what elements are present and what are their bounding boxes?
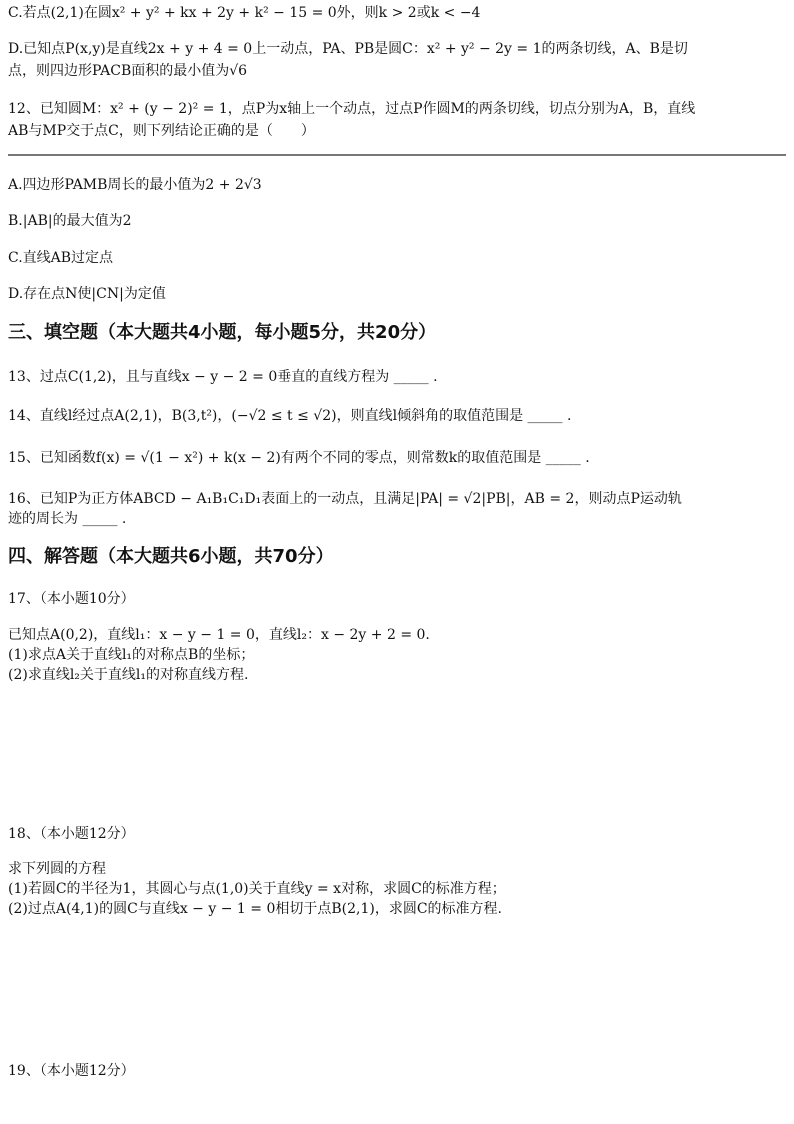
q15: 15、已知函数f(x) = √(1 − x²) + k(x − 2)有两个不同的零点，则常数k的取值范围是 _____ . [8,450,590,466]
q12-option-b: B.|AB|的最大值为2 [8,213,132,229]
q17-line1: 已知点A(0,2)，直线l₁：x − y − 1 = 0，直线l₂：x − 2y + 2 = 0. [8,627,430,643]
q14: 14、直线l经过点A(2,1)，B(3,t²)，(−√2 ≤ t ≤ √2)，则直线l倾斜角的取值范围是 _____ . [8,408,572,424]
q13: 13、过点C(1,2)，且与直线x − y − 2 = 0垂直的直线方程为 _____ . [8,369,438,385]
q12-option-d: D.存在点N使|CN|为定值 [8,286,166,302]
q12-stem-line2: AB与MP交于点C，则下列结论正确的是（ ） [8,123,315,139]
q17-line2: (1)求点A关于直线l₁的对称点B的坐标； [8,647,255,663]
q12-option-a: A.四边形PAMB周长的最小值为2 + 2√3 [8,177,262,193]
section3-heading: 三、填空题（本大题共4小题，每小题5分，共20分） [8,322,437,343]
q16-line2: 迹的周长为 _____ . [8,511,127,527]
q18-header: 18、（本小题12分） [8,826,135,842]
q11-option-c: C.若点(2,1)在圆x² + y² + kx + 2y + k² − 15 = 0外，则k > 2或k < −4 [8,5,481,21]
q11-option-d-line2: 点，则四边形PACB面积的最小值为√6 [8,63,248,79]
q12-option-c: C.直线AB过定点 [8,250,114,266]
q18-line2: (1)若圆C的半径为1，其圆心与点(1,0)关于直线y = x对称，求圆C的标准方程； [8,881,506,897]
q16-line1: 16、已知P为正方体ABCD − A₁B₁C₁D₁表面上的一动点，且满足|PA| = √2|PB|，AB = 2，则动点P运动轨 [8,491,682,507]
q18-line3: (2)过点A(4,1)的圆C与直线x − y − 1 = 0相切于点B(2,1)，求圆C的标准方程. [8,901,502,917]
section4-heading: 四、解答题（本大题共6小题，共70分） [8,546,334,567]
q18-line1: 求下列圆的方程 [8,861,106,877]
q12-stem-line1: 12、已知圆M：x² + (y − 2)² = 1，点P为x轴上一个动点，过点P作圆M的两条切线，切点分别为A，B，直线 [8,101,696,117]
q11-option-d-line1: D.已知点P(x,y)是直线2x + y + 4 = 0上一动点，PA、PB是圆C：x² + y² − 2y = 1的两条切线，A、B是切 [8,41,688,57]
horizontal-divider [8,154,786,156]
q17-line3: (2)求直线l₂关于直线l₁的对称直线方程. [8,667,249,683]
q17-header: 17、（本小题10分） [8,591,135,607]
q19-header: 19、（本小题12分） [8,1063,135,1079]
